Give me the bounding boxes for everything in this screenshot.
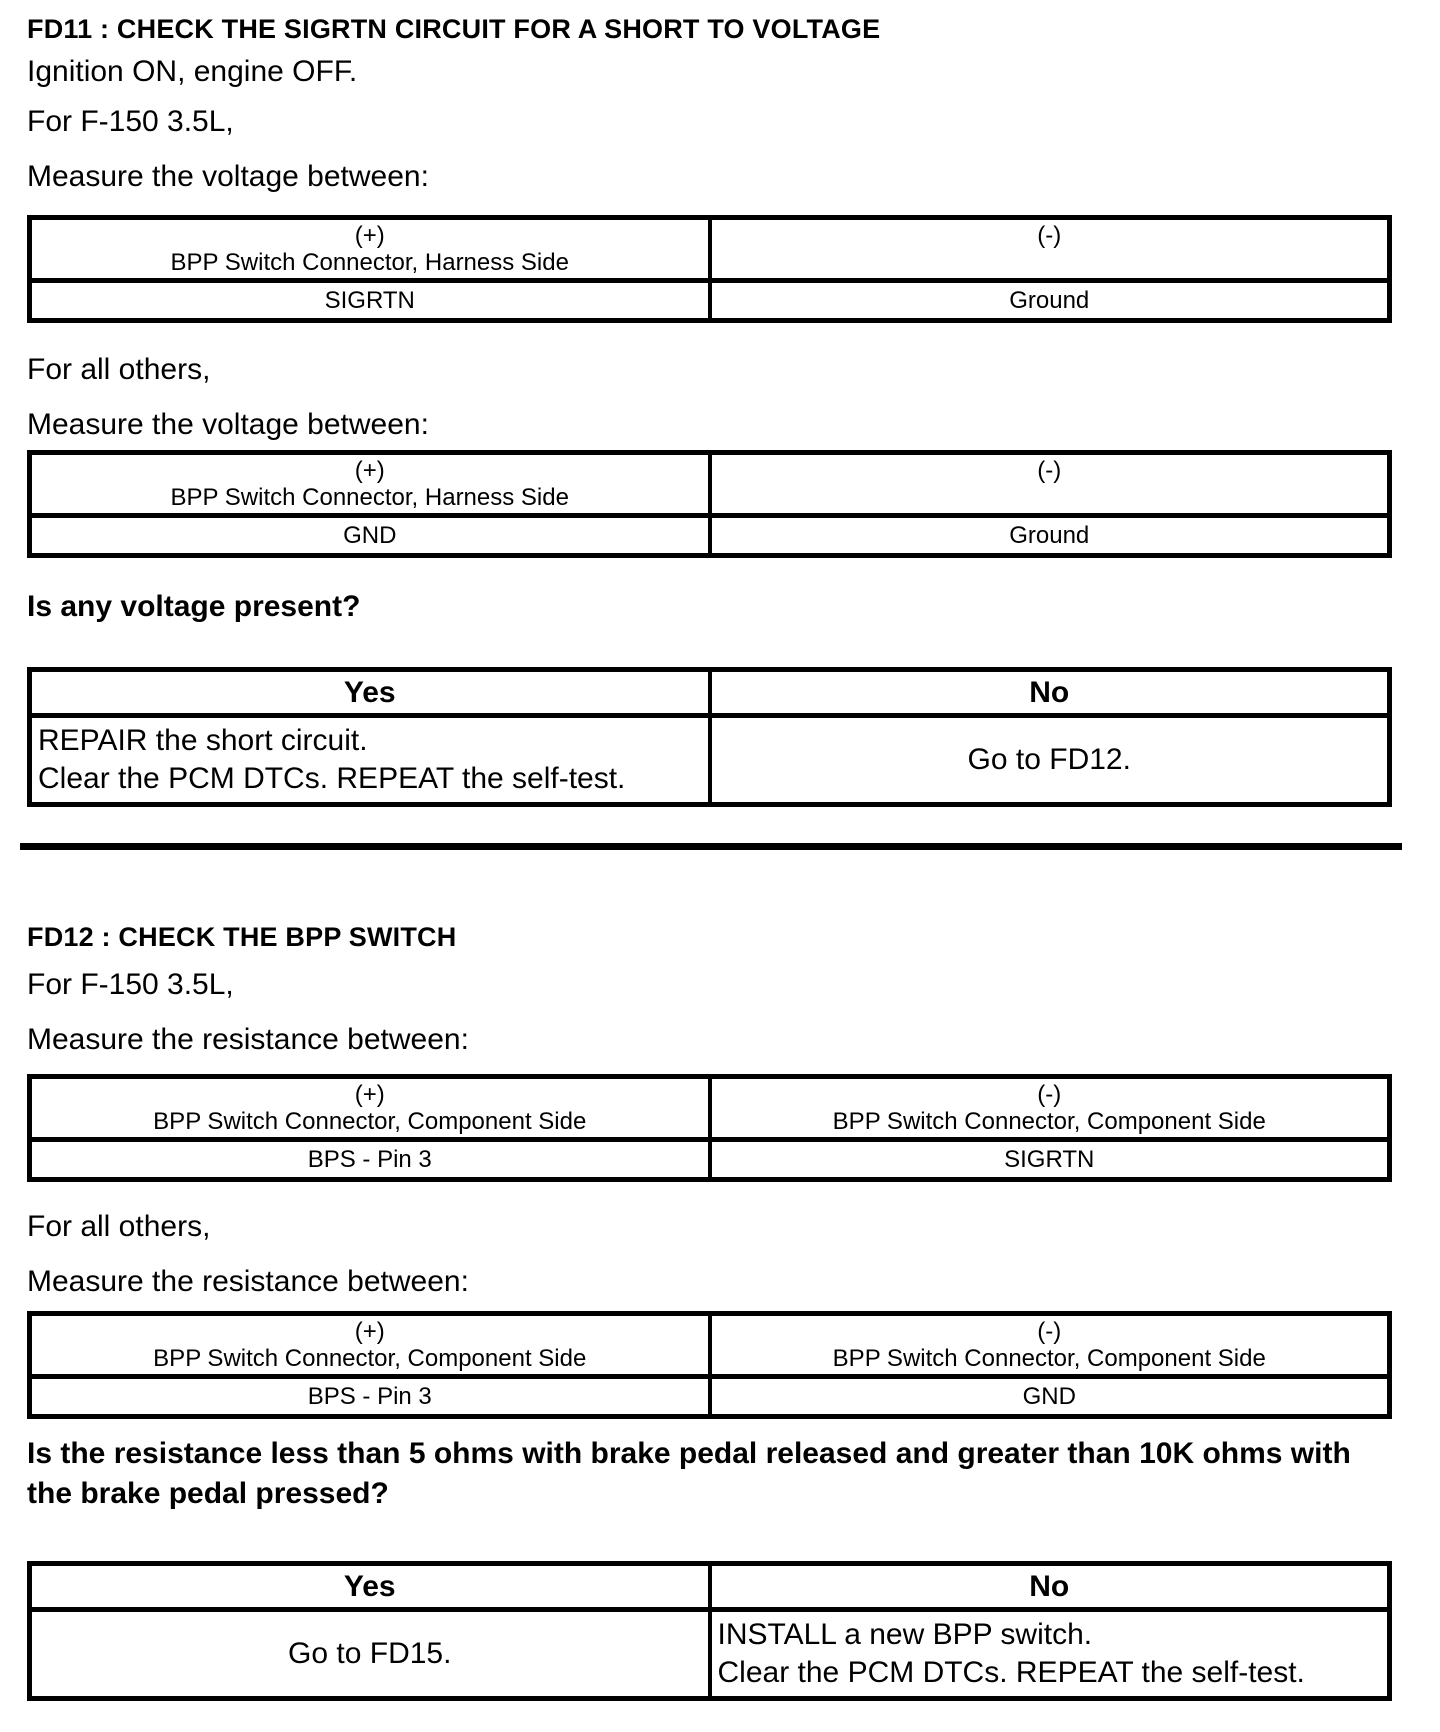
plus-header-cell (30, 1077, 710, 1140)
plus-symbol: (+) (354, 222, 385, 249)
yes-action-cell (30, 716, 710, 805)
minus-pin-cell: SIGRTN (710, 1140, 1390, 1180)
fd11-case-b-label: For all others, (27, 353, 211, 386)
minus-symbol: (-) (1037, 457, 1062, 484)
plus-connector-label: BPP Switch Connector, Component Side (153, 1108, 587, 1135)
section-divider-rule (20, 843, 1402, 850)
plus-header-cell (30, 1314, 710, 1377)
no-action-line: INSTALL a new BPP switch. (717, 1618, 1093, 1651)
step-fd11-heading: FD11 : CHECK THE SIGRTN CIRCUIT FOR A SHORT TO VOLTAGE (27, 14, 881, 44)
no-action-cell: Go to FD12. (710, 716, 1390, 805)
fd12-decision-table (27, 1561, 1392, 1701)
minus-connector-label: BPP Switch Connector, Component Side (832, 1108, 1266, 1135)
decision-action-row (30, 716, 1390, 805)
plus-symbol: (+) (354, 1318, 385, 1345)
pinpoint-test-fd12 (27, 920, 1392, 1732)
minus-symbol: (-) (1037, 1081, 1062, 1108)
fd11-question: Is any voltage present? (27, 590, 361, 623)
minus-header-cell (710, 1314, 1390, 1377)
no-header-cell: No (710, 670, 1390, 716)
minus-symbol: (-) (1037, 1318, 1062, 1345)
fd12-resistance-table-others (27, 1311, 1392, 1419)
minus-pin-cell: Ground (710, 281, 1390, 321)
measurement-value-row (30, 516, 1390, 556)
fd12-case-b-instruction: Measure the resistance between: (27, 1265, 469, 1298)
plus-pin-cell: BPS - Pin 3 (30, 1140, 710, 1180)
measurement-header-row (30, 453, 1390, 516)
plus-connector-label: BPP Switch Connector, Harness Side (170, 249, 569, 276)
fd11-voltage-table-others (27, 450, 1392, 558)
plus-pin-cell: GND (30, 516, 710, 556)
minus-symbol: (-) (1037, 222, 1062, 249)
yes-header-cell: Yes (30, 1564, 710, 1610)
minus-header-cell (710, 1077, 1390, 1140)
measurement-header-row (30, 218, 1390, 281)
yes-action-line: REPAIR the short circuit. (38, 724, 368, 757)
minus-connector-label: BPP Switch Connector, Component Side (832, 1345, 1266, 1372)
yes-header-cell: Yes (30, 670, 710, 716)
plus-connector-label: BPP Switch Connector, Harness Side (170, 484, 569, 511)
decision-header-row (30, 670, 1390, 716)
minus-pin-cell: Ground (710, 516, 1390, 556)
fd12-case-a-instruction: Measure the resistance between: (27, 1023, 469, 1056)
plus-symbol: (+) (354, 1081, 385, 1108)
plus-connector-label: BPP Switch Connector, Component Side (153, 1345, 587, 1372)
no-action-cell (710, 1610, 1390, 1699)
plus-header-cell (30, 218, 710, 281)
fd12-case-b-label: For all others, (27, 1210, 211, 1243)
plus-header-cell (30, 453, 710, 516)
plus-symbol: (+) (354, 457, 385, 484)
measurement-value-row (30, 1377, 1390, 1417)
measurement-header-row (30, 1077, 1390, 1140)
no-header-cell: No (710, 1564, 1390, 1610)
measurement-header-row (30, 1314, 1390, 1377)
fd12-case-a-label: For F-150 3.5L, (27, 968, 234, 1001)
plus-pin-cell: BPS - Pin 3 (30, 1377, 710, 1417)
fd11-decision-table (27, 667, 1392, 807)
fd11-case-a-instruction: Measure the voltage between: (27, 160, 429, 193)
minus-header-cell (710, 453, 1390, 516)
minus-pin-cell: GND (710, 1377, 1390, 1417)
decision-header-row (30, 1564, 1390, 1610)
fd11-voltage-table-f150 (27, 215, 1392, 323)
measurement-value-row (30, 1140, 1390, 1180)
no-action-line: Clear the PCM DTCs. REPEAT the self-test. (717, 1656, 1305, 1689)
measurement-value-row (30, 281, 1390, 321)
decision-action-row (30, 1610, 1390, 1699)
fd12-question: Is the resistance less than 5 ohms with brake pedal released and greater than 10K ohms with the brake pedal pressed? (27, 1437, 1351, 1510)
minus-header-cell (710, 218, 1390, 281)
fd11-case-a-label: For F-150 3.5L, (27, 105, 234, 138)
yes-action-cell: Go to FD15. (30, 1610, 710, 1699)
pinpoint-test-fd11 (27, 12, 1392, 850)
step-fd12-heading: FD12 : CHECK THE BPP SWITCH (27, 922, 457, 952)
fd12-resistance-table-f150 (27, 1074, 1392, 1182)
plus-pin-cell: SIGRTN (30, 281, 710, 321)
ignition-condition-text: Ignition ON, engine OFF. (27, 55, 358, 88)
fd11-case-b-instruction: Measure the voltage between: (27, 408, 429, 441)
yes-action-line: Clear the PCM DTCs. REPEAT the self-test. (38, 762, 626, 795)
